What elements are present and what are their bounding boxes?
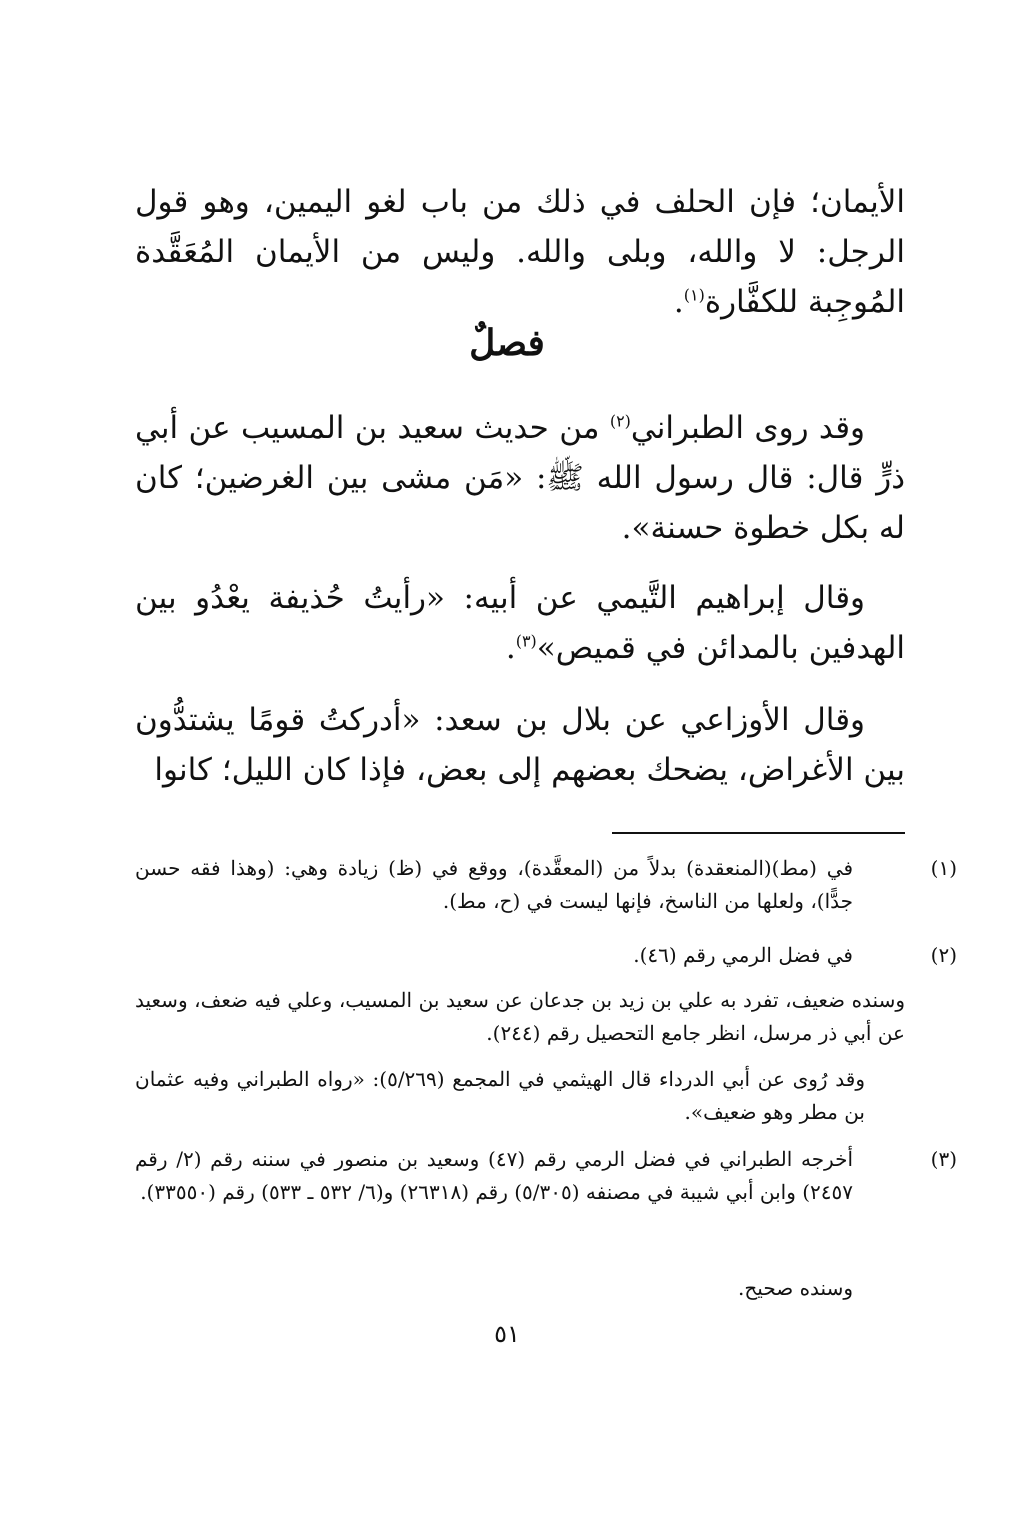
footnote-3-note-wrap xyxy=(135,1272,905,1305)
footnote-3-body xyxy=(135,1143,958,1209)
paragraph-2 xyxy=(135,403,905,553)
footnote-ref-2[interactable]: (٢) xyxy=(609,411,631,431)
footnote-3 xyxy=(135,1143,958,1209)
footnote-2-body xyxy=(135,939,957,972)
paragraph-1 xyxy=(135,177,905,327)
footnote-1-body xyxy=(135,852,957,918)
footnote-3-continuation xyxy=(135,1272,905,1305)
page-number: ٥١ xyxy=(494,1320,520,1348)
footnote-2-note-2-wrap xyxy=(135,1063,905,1129)
footnote-1-text: في (مط)(المنعقدة) بدلاً من (المعقَّدة)، ووقع في (ظ) زيادة وهي: (وهذا فقه حسن جدًّا)، ولعلها من الناسخ، فإنها ليست في (ح، مط). xyxy=(135,856,853,913)
paragraph-1-end: . xyxy=(673,284,684,320)
footnote-2-continuation-1 xyxy=(135,984,905,1050)
footnote-1-number: (١) xyxy=(930,856,957,880)
footnote-1 xyxy=(135,852,957,918)
section-heading: فصلٌ xyxy=(469,322,545,364)
footnote-2-note-1: وسنده ضعيف، تفرد به علي بن زيد بن جدعان عن سعيد بن المسيب، وعلي فيه ضعف، وسعيد عن أبي ذر مرسل، انظر جامع التحصيل رقم (٢٤٤). xyxy=(135,988,905,1045)
footnote-separator xyxy=(612,832,905,834)
footnote-ref-3[interactable]: (٣) xyxy=(515,631,537,651)
footnote-2-continuation-2 xyxy=(135,1063,905,1129)
paragraph-2-text-a: وقد روى الطبراني xyxy=(630,410,865,446)
footnote-3-number: (٣) xyxy=(930,1147,958,1171)
footnote-2-note-2: وقد رُوى عن أبي الدرداء قال الهيثمي في المجمع (٥/٢٦٩): «رواه الطبراني وفيه عثمان بن مطر وهو ضعيف». xyxy=(135,1067,865,1124)
paragraph-1-text: الأيمان؛ فإن الحلف في ذلك من باب لغو اليمين، وهو قول الرجل: لا والله، وبلى والله. وليس من الأيمان المُعَقَّدة المُوجِبة للكفَّارة xyxy=(135,184,905,320)
footnote-3-text: أخرجه الطبراني في فضل الرمي رقم (٤٧) وسعيد بن منصور في سننه رقم (٢/ رقم ٢٤٥٧) وابن أبي شيبة في مصنفه (٥/٣٠٥) رقم (٢٦٣١٨) و(٦/ ٥٣٢ ـ ٥٣٣) رقم (٣٣٥٥٠). xyxy=(135,1147,854,1204)
footnote-2-number: (٢) xyxy=(930,943,957,967)
footnote-2 xyxy=(135,939,957,972)
paragraph-3-end: . xyxy=(505,630,516,666)
paragraph-4 xyxy=(135,695,905,795)
paragraph-4-text: وقال الأوزاعي عن بلال بن سعد: «أدركتُ قومًا يشتدُّون بين الأغراض، يضحك بعضهم إلى بعض، فإذا كان الليل؛ كانوا xyxy=(135,702,905,788)
paragraph-3-text: وقال إبراهيم التَّيمي عن أبيه: «رأيتُ حُذيفة يعْدُو بين الهدفين بالمدائن في قميص» xyxy=(135,580,905,666)
paragraph-2-text-b: من حديث سعيد بن المسيب عن أبي ذرٍّ قال: قال رسول الله ﷺ: «مَن مشى بين الغرضين؛ كان له بكل خطوة حسنة». xyxy=(135,410,905,546)
footnote-2-text: في فضل الرمي رقم (٤٦). xyxy=(633,943,853,967)
paragraph-3 xyxy=(135,573,905,673)
footnote-3-note: وسنده صحيح. xyxy=(738,1276,853,1300)
footnote-ref-1[interactable]: (١) xyxy=(683,285,705,305)
